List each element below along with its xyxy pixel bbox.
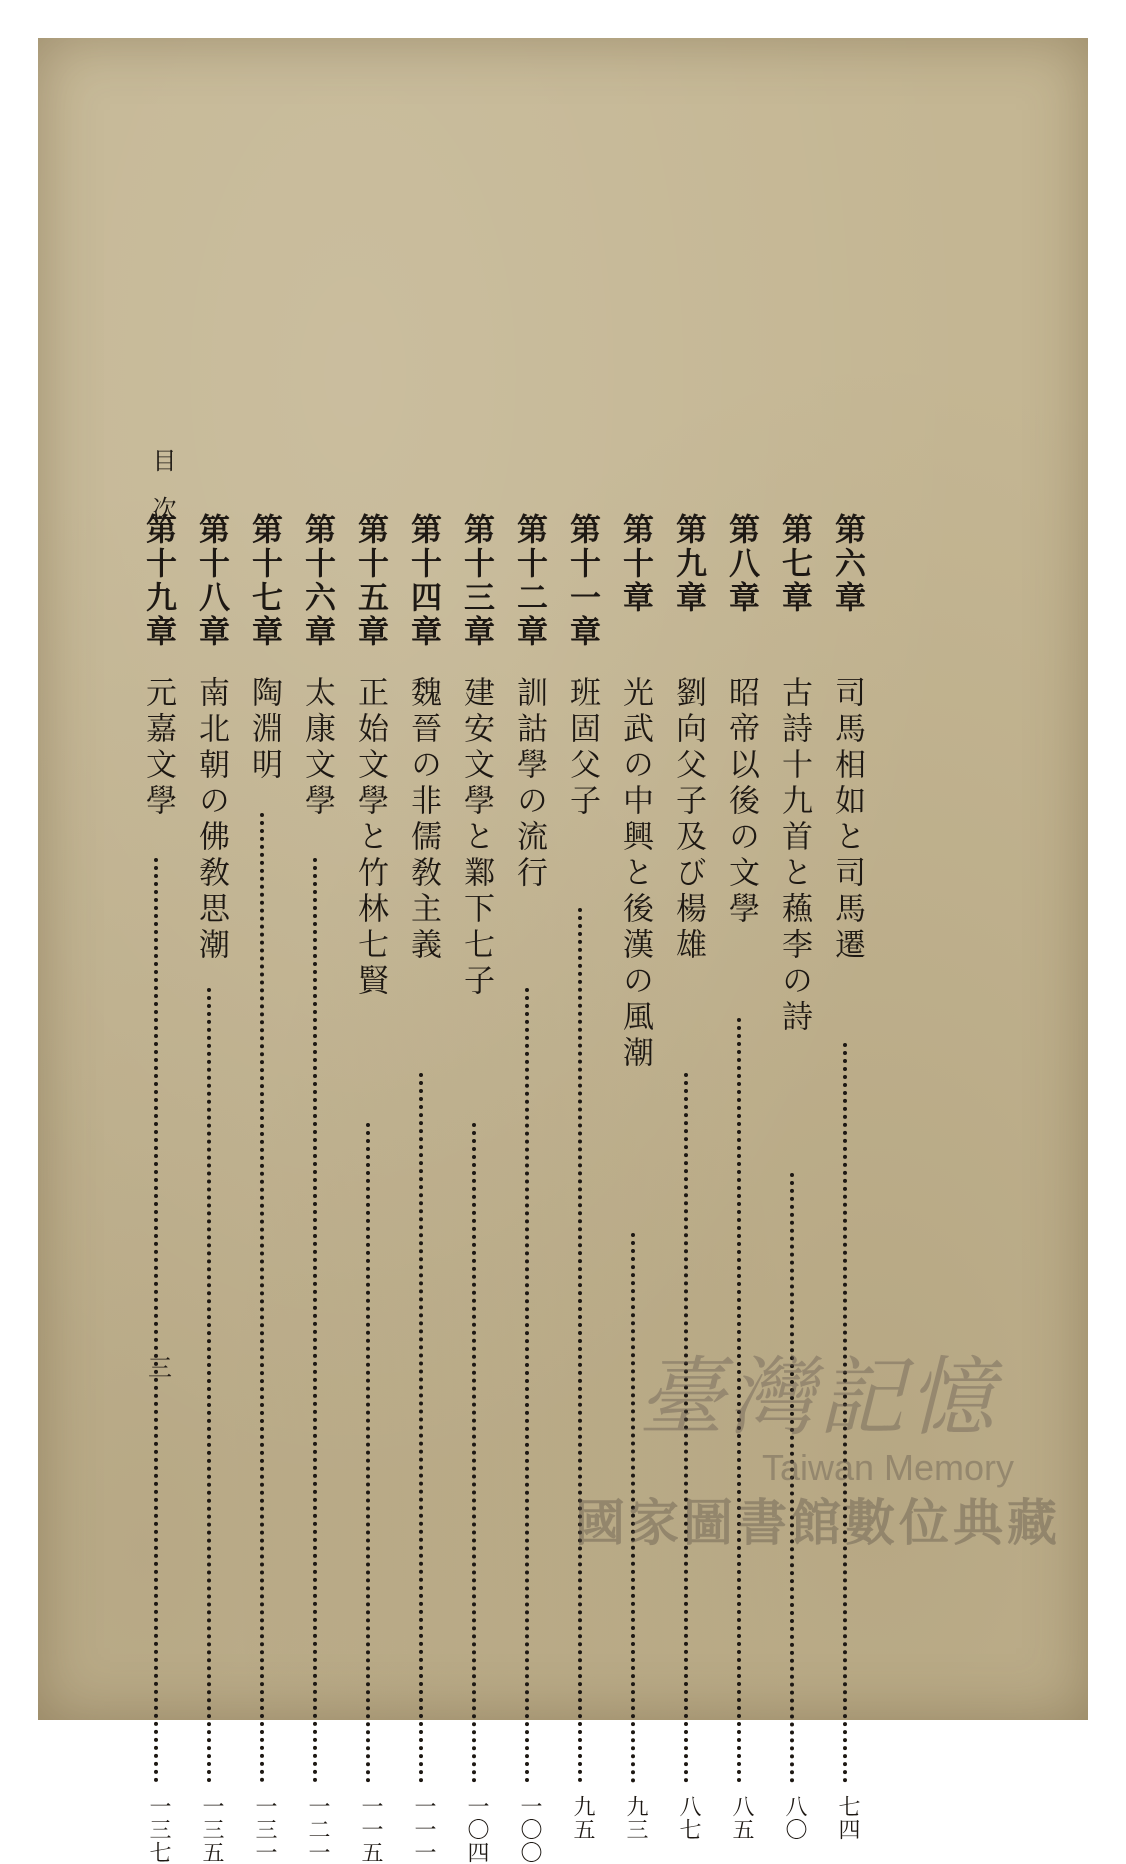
page-number: 八〇 — [782, 1795, 807, 1841]
chapter-number: 第十章 — [617, 513, 653, 615]
page-number: 九三 — [623, 1795, 648, 1841]
watermark-english: Taiwan Memory — [761, 1447, 1015, 1488]
chapter-number: 第八章 — [723, 513, 759, 615]
dot-leader — [578, 908, 586, 1783]
chapter-title: 元嘉文學 — [140, 676, 176, 820]
dot-leader — [419, 1073, 427, 1783]
dot-leader — [737, 1018, 745, 1783]
chapter-title: 班固父子 — [564, 676, 600, 820]
page-number: 一三五 — [199, 1795, 224, 1864]
chapter-number: 第十七章 — [246, 513, 282, 649]
chapter-title: 建安文學と鄴下七子 — [458, 676, 494, 1000]
page-number: 一一五 — [358, 1795, 383, 1864]
chapter-title: 昭帝以後の文學 — [723, 676, 759, 928]
page-number: 七四 — [835, 1795, 860, 1841]
chapter-number: 第十二章 — [511, 513, 547, 649]
dot-leader — [843, 1043, 851, 1783]
chapter-number: 第十九章 — [140, 513, 176, 649]
page-number: 一一一 — [411, 1795, 436, 1864]
watermark-chinese: 國家圖書館數位典藏 — [575, 1494, 1061, 1552]
chapter-number: 第六章 — [829, 513, 865, 615]
dot-leader — [472, 1123, 480, 1783]
page-number: 一三七 — [146, 1795, 171, 1864]
chapter-number: 第十五章 — [352, 513, 388, 649]
chapter-title: 太康文學 — [299, 676, 335, 820]
page-number: 八五 — [729, 1795, 754, 1841]
dot-leader — [313, 858, 321, 1783]
page-number: 八七 — [676, 1795, 701, 1841]
dot-leader — [684, 1073, 692, 1783]
watermark-script: 臺灣記憶 — [638, 1348, 998, 1448]
chapter-title: 古詩十九首と蘓李の詩 — [776, 676, 812, 1036]
chapter-title: 劉向父子及び楊雄 — [670, 676, 706, 964]
chapter-number: 第九章 — [670, 513, 706, 615]
chapter-number: 第十一章 — [564, 513, 600, 649]
chapter-number: 第十三章 — [458, 513, 494, 649]
page-number: 九五 — [570, 1795, 595, 1841]
chapter-title: 南北朝の佛敎思潮 — [193, 676, 229, 964]
page-number: 一二一 — [305, 1795, 330, 1864]
chapter-number: 第七章 — [776, 513, 812, 615]
watermark — [518, 1348, 1118, 1558]
page-number: 一三一 — [252, 1795, 277, 1864]
dot-leader — [154, 858, 162, 1783]
chapter-title: 訓詁學の流行 — [511, 676, 547, 892]
chapter-number: 第十八章 — [193, 513, 229, 649]
chapter-title: 司馬相如と司馬遷 — [829, 676, 865, 964]
folio-page-number: 三 — [148, 1354, 172, 1382]
dot-leader — [260, 813, 268, 1783]
dot-leader — [631, 1233, 639, 1783]
chapter-title: 魏晉の非儒敎主義 — [405, 676, 441, 964]
chapter-number: 第十六章 — [299, 513, 335, 649]
chapter-title: 陶淵明 — [246, 676, 282, 784]
chapter-number: 第十四章 — [405, 513, 441, 649]
chapter-title: 正始文學と竹林七賢 — [352, 676, 388, 1000]
running-head: 目 次 — [148, 448, 176, 520]
page-number: 一〇〇 — [517, 1795, 542, 1864]
dot-leader — [207, 988, 215, 1783]
dot-leader — [790, 1173, 798, 1783]
chapter-title: 光武の中興と後漢の風潮 — [617, 676, 653, 1072]
dot-leader — [366, 1123, 374, 1783]
book-page — [38, 38, 1088, 1864]
dot-leader — [525, 988, 533, 1783]
page-number: 一〇四 — [464, 1795, 489, 1864]
